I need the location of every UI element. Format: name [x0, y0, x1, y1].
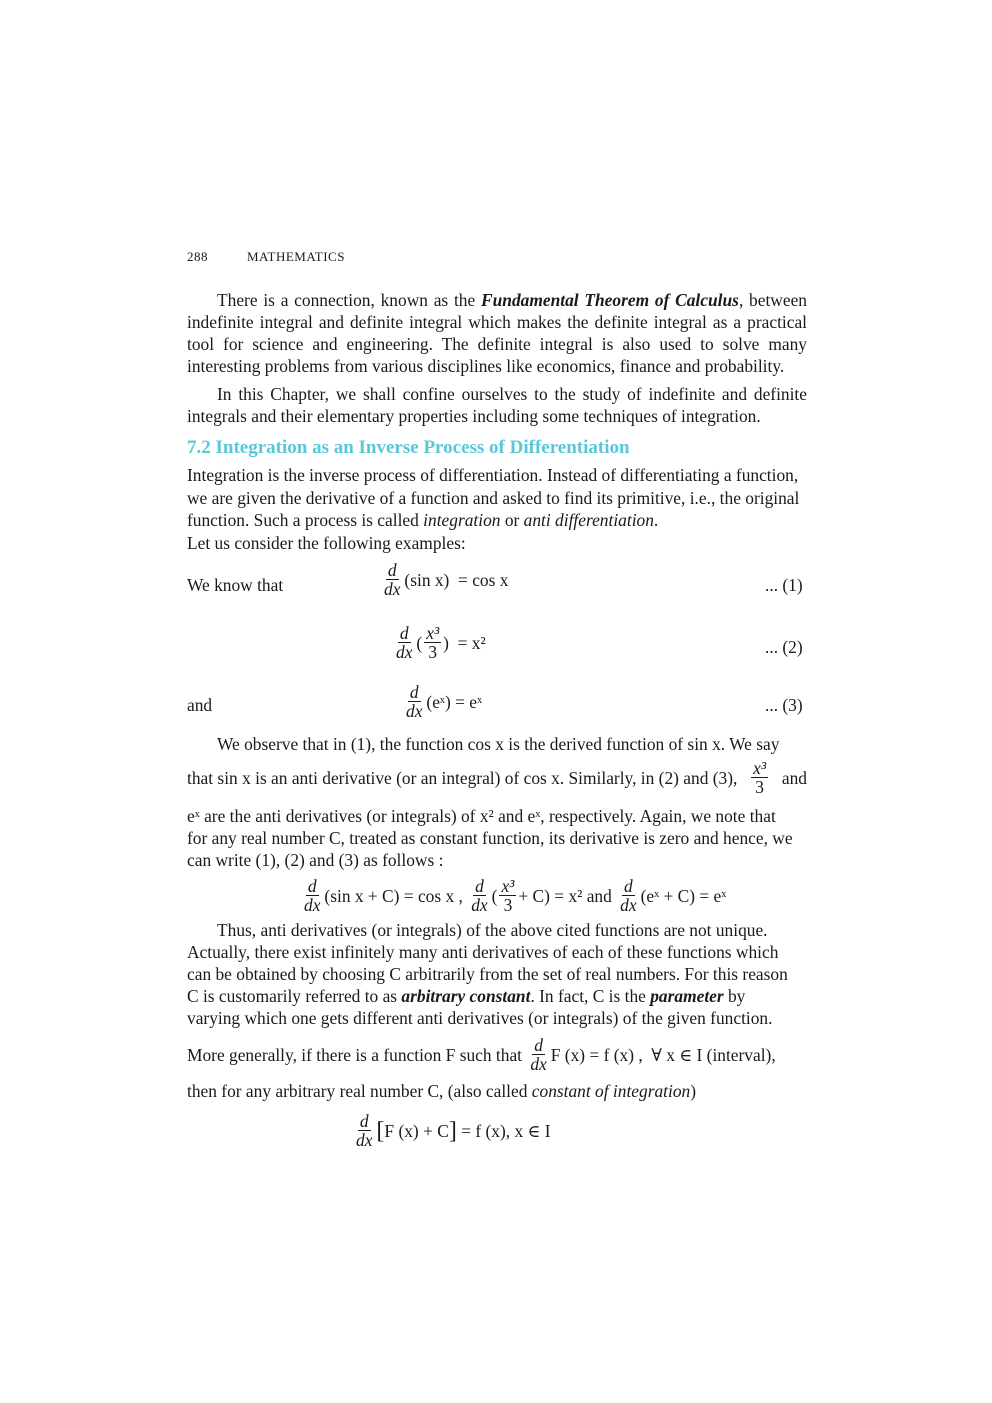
parameter-term: parameter	[650, 986, 724, 1006]
eq1-rhs: = cos x	[458, 569, 509, 590]
paragraph-chapter-scope: In this Chapter, we shall confine ourselves to the study of indefinite and definite integrals and their elementary properties including some techniques of integration.	[187, 384, 807, 426]
derivative-operator: $\frac{d}{dx}$	[304, 876, 321, 916]
constant-of-integration-term: constant of integration	[531, 1081, 691, 1101]
running-title: MATHEMATICS	[247, 249, 345, 264]
equation-1	[380, 562, 508, 599]
para1-text-start: There is a connection, known as the	[217, 290, 481, 310]
para4-line2	[187, 760, 807, 797]
derivative-operator: $\frac{d}{dx}$	[384, 560, 401, 600]
combined-part2: + C) = x² and	[518, 885, 612, 906]
para6-line1-text: More generally, if there is a function F such that	[187, 1045, 522, 1066]
combined-equation: $\frac{d}{dx}$ (sin x + C) = cos x , $\frac{d}{dx}$ ( $\frac{\text{x³}}{3}$ + C) = x² and $\frac{d}{dx}$ (eˣ + C) = eˣ	[304, 876, 727, 916]
derivative-operator: $\frac{d}{dx}$	[396, 623, 413, 663]
equation-3	[402, 684, 482, 721]
para3-line4: Let us consider the following examples:	[187, 532, 466, 553]
para3-line2: we are given the derivative of a function and asked to find its primitive, i.e., the original	[187, 487, 800, 508]
equation-3-tag: ... (3)	[765, 695, 803, 715]
page-number: 288	[187, 249, 208, 264]
para4-line2-and: and	[781, 768, 807, 789]
final-eq-inner: F (x) + C	[384, 1120, 449, 1141]
paragraph-anti-derivatives	[187, 805, 807, 871]
para6-function-relation: F (x) = f (x) ,	[550, 1045, 643, 1066]
paragraph-definition	[187, 464, 807, 554]
x-cubed-over-3: $\frac{\text{x³}}{3}$	[426, 623, 440, 663]
paragraph-intro	[187, 289, 807, 377]
para4-line5: can write (1), (2) and (3) as follows :	[187, 850, 444, 870]
arbitrary-constant-term: arbitrary constant	[401, 986, 531, 1006]
derivative-operator: $\frac{d}{dx}$	[620, 876, 637, 916]
derivative-operator: $\frac{d}{dx}$	[356, 1111, 373, 1151]
para5-line1: Thus, anti derivatives (or integrals) of the above cited functions are not unique.	[217, 920, 768, 940]
integration-term: integration	[423, 510, 501, 530]
para5-line3: can be obtained by choosing C arbitrarily from the set of real numbers. For this reason	[187, 964, 788, 984]
final-eq-rhs: = f (x), x ∈ I	[461, 1120, 551, 1141]
para6-interval: ∀ x ∈ I (interval),	[651, 1045, 776, 1066]
section-heading: 7.2 Integration as an Inverse Process of Differentiation	[187, 437, 630, 458]
para4-line1: We observe that in (1), the function cos x is the derived function of sin x. We say	[217, 734, 780, 754]
derivative-operator: $\frac{d}{dx}$	[471, 876, 488, 916]
para4-line3: eˣ are the anti derivatives (or integrals) of x² and eˣ, respectively. Again, we note that	[187, 806, 776, 826]
combined-part3: (eˣ + C) = eˣ	[640, 885, 727, 906]
combined-part1: (sin x + C) = cos x ,	[324, 885, 463, 906]
para1-text-end: , between indefinite integral and definite integral which makes the definite integral as a practical tool for science and engineering. The definite integral is also used to solve many interesting problems from various disciplines like economics, finance and probability.	[187, 290, 807, 376]
eq1-argument: (sin x)	[404, 569, 450, 590]
final-equation: $\frac{d}{dx}$ [ F (x) + C ] = f (x), x ∈ I	[356, 1111, 551, 1151]
and-label: and	[187, 695, 213, 715]
para6-line1	[187, 1037, 807, 1074]
derivative-operator: $\frac{d}{dx}$	[406, 682, 423, 722]
equation-1-tag: ... (1)	[765, 575, 803, 595]
derivative-operator: $\frac{d}{dx}$	[530, 1035, 547, 1075]
para3-line1: Integration is the inverse process of differentiation. Instead of differentiating a function,	[187, 465, 799, 485]
para5-line4: C is customarily referred to as arbitrary constant. In fact, C is the parameter by	[187, 986, 746, 1006]
eq3-expression: (eˣ) = eˣ	[426, 691, 482, 712]
anti-differentiation-term: anti differentiation	[523, 510, 654, 530]
para5-line5: varying which one gets different anti derivatives (or integrals) of the given function.	[187, 1008, 773, 1028]
para4-line4: for any real number C, treated as constant function, its derivative is zero and hence, we	[187, 828, 793, 848]
x-cubed-over-3-inline: $\frac{\text{x³}}{3}$	[753, 758, 767, 798]
para5-line2: Actually, there exist infinitely many anti derivatives of each of these functions which	[187, 942, 779, 962]
equation-2: $\frac{d}{dx}$ ( $\frac{\text{x³}}{3}$ ) = x²	[396, 623, 486, 663]
we-know-that-label: We know that	[187, 575, 284, 595]
equation-2-tag: ... (2)	[765, 637, 803, 657]
eq2-rhs: = x²	[457, 632, 486, 653]
x-cubed-over-3: $\frac{\text{x³}}{3}$	[501, 876, 515, 916]
para4-line2-text: that sin x is an anti derivative (or an integral) of cos x. Similarly, in (2) and (3),	[187, 768, 738, 789]
para6-line2: then for any arbitrary real number C, (also called constant of integration)	[187, 1081, 697, 1101]
paragraph-arbitrary-constant	[187, 919, 807, 1029]
fundamental-theorem-term: Fundamental Theorem of Calculus	[481, 290, 739, 310]
para3-line3: function. Such a process is called integration or anti differentiation.	[187, 510, 659, 530]
